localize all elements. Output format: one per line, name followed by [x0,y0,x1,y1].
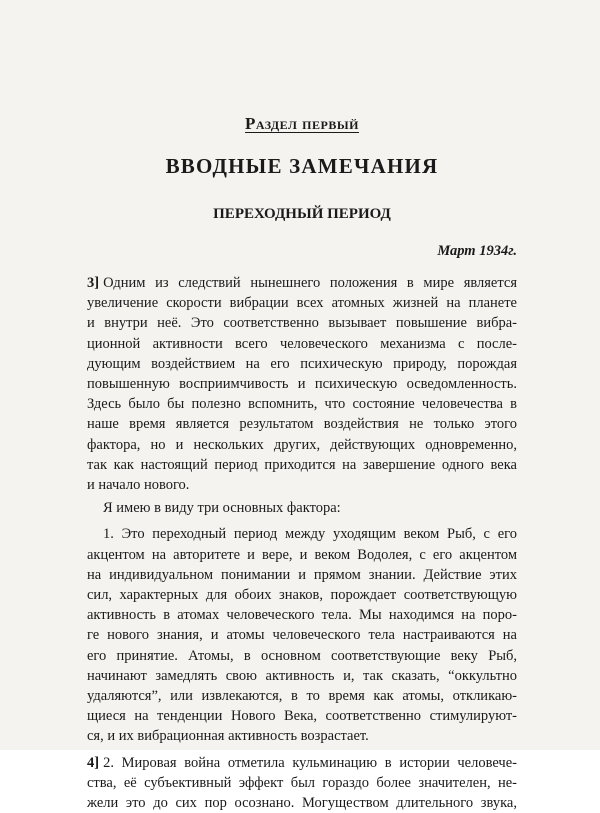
section-label [87,114,517,144]
paragraph-line: на индивидуальном понимании и прямом знании. Действие этих [87,566,517,583]
paragraph-line: так как настоящий период приходится на завершение одного века [87,456,517,473]
paragraph-line: удаляются”, или извлекаются, в то время как атомы, откликаю- [87,688,517,705]
paragraph-marker: 4] [87,754,100,771]
paragraph-line: сил, характерных для обоих знаков, порождает соответствующую [87,587,517,604]
paragraph-line: ционной активности всего человеческого механизма с после- [87,335,517,352]
paragraph-line: наше время является результатом воздействия не только этого [87,416,517,433]
paragraph-factor-1 [87,524,517,746]
paragraph-marker: 3] [87,275,100,291]
paragraph-line: ства, её субъективный эффект был гораздо более значителен, не- [87,774,517,791]
paragraph-line: и начало нового. [87,477,190,494]
page-content [87,110,517,813]
paragraph-line: 4] 2. Мировая война отметила кульминацию в истории человече- [87,754,517,771]
paragraph-line: жели это до сих пор осознано. Могуществом длительного звука, [87,795,517,812]
paragraph-line: акцентом на авторитете и вере, и веком Водолея, с его акцентом [87,546,517,563]
subtitle: ПЕРЕХОДНЫЙ ПЕРИОД [213,206,391,222]
paragraph-line: и внутри неё. Это соответственно вызывает повышение вибра- [87,315,517,332]
paragraph-line: щиеся на тенденции Нового Века, соответственно стимулируют- [87,708,517,725]
paragraph-line: повышенную восприимчивость и психическую осведомленность. [87,376,517,393]
paragraph-3 [87,273,517,495]
paragraph-line: 3] Одним из следствий нынешнего положения в мире является [87,275,517,291]
paragraph-line: дующим воздействием на его психическую природу, порождая [87,355,517,372]
paragraph-line: увеличение скорости вибрации всех атомных жизней на планете [87,295,517,312]
paragraph-intro-factors [87,498,517,518]
paragraph-line: начинают замедлять свою активность и, так сказать, “оккультно [87,667,517,684]
paragraph-4 [87,753,517,813]
section-label-text: Раздел первый [245,114,359,133]
paragraph-line: его принятие. Атомы, в основном соответствующие веку Рыб, [87,647,517,664]
date-line: Март 1934г. [437,243,517,259]
paragraph-line: ся, и их вибрационная активность возрастает. [87,728,369,745]
paragraph-line: 1. Это переходный период между уходящим веком Рыб, с его [103,526,517,543]
paragraph-line: фактора, но и нескольких других, действующих одновременно, [87,436,517,453]
main-title: ВВОДНЫЕ ЗАМЕЧАНИЯ [165,154,439,178]
paragraph-line: Я имею в виду три основных фактора: [103,500,341,517]
paragraph-line: активность в атомах человеческого тела. Мы находимся на поро- [87,607,517,624]
paragraph-line: Здесь было бы полезно вспомнить, что состояние человечества в [87,396,517,413]
paragraph-line: ге нового знания, и атомы человеческого тела настраиваются на [87,627,517,644]
